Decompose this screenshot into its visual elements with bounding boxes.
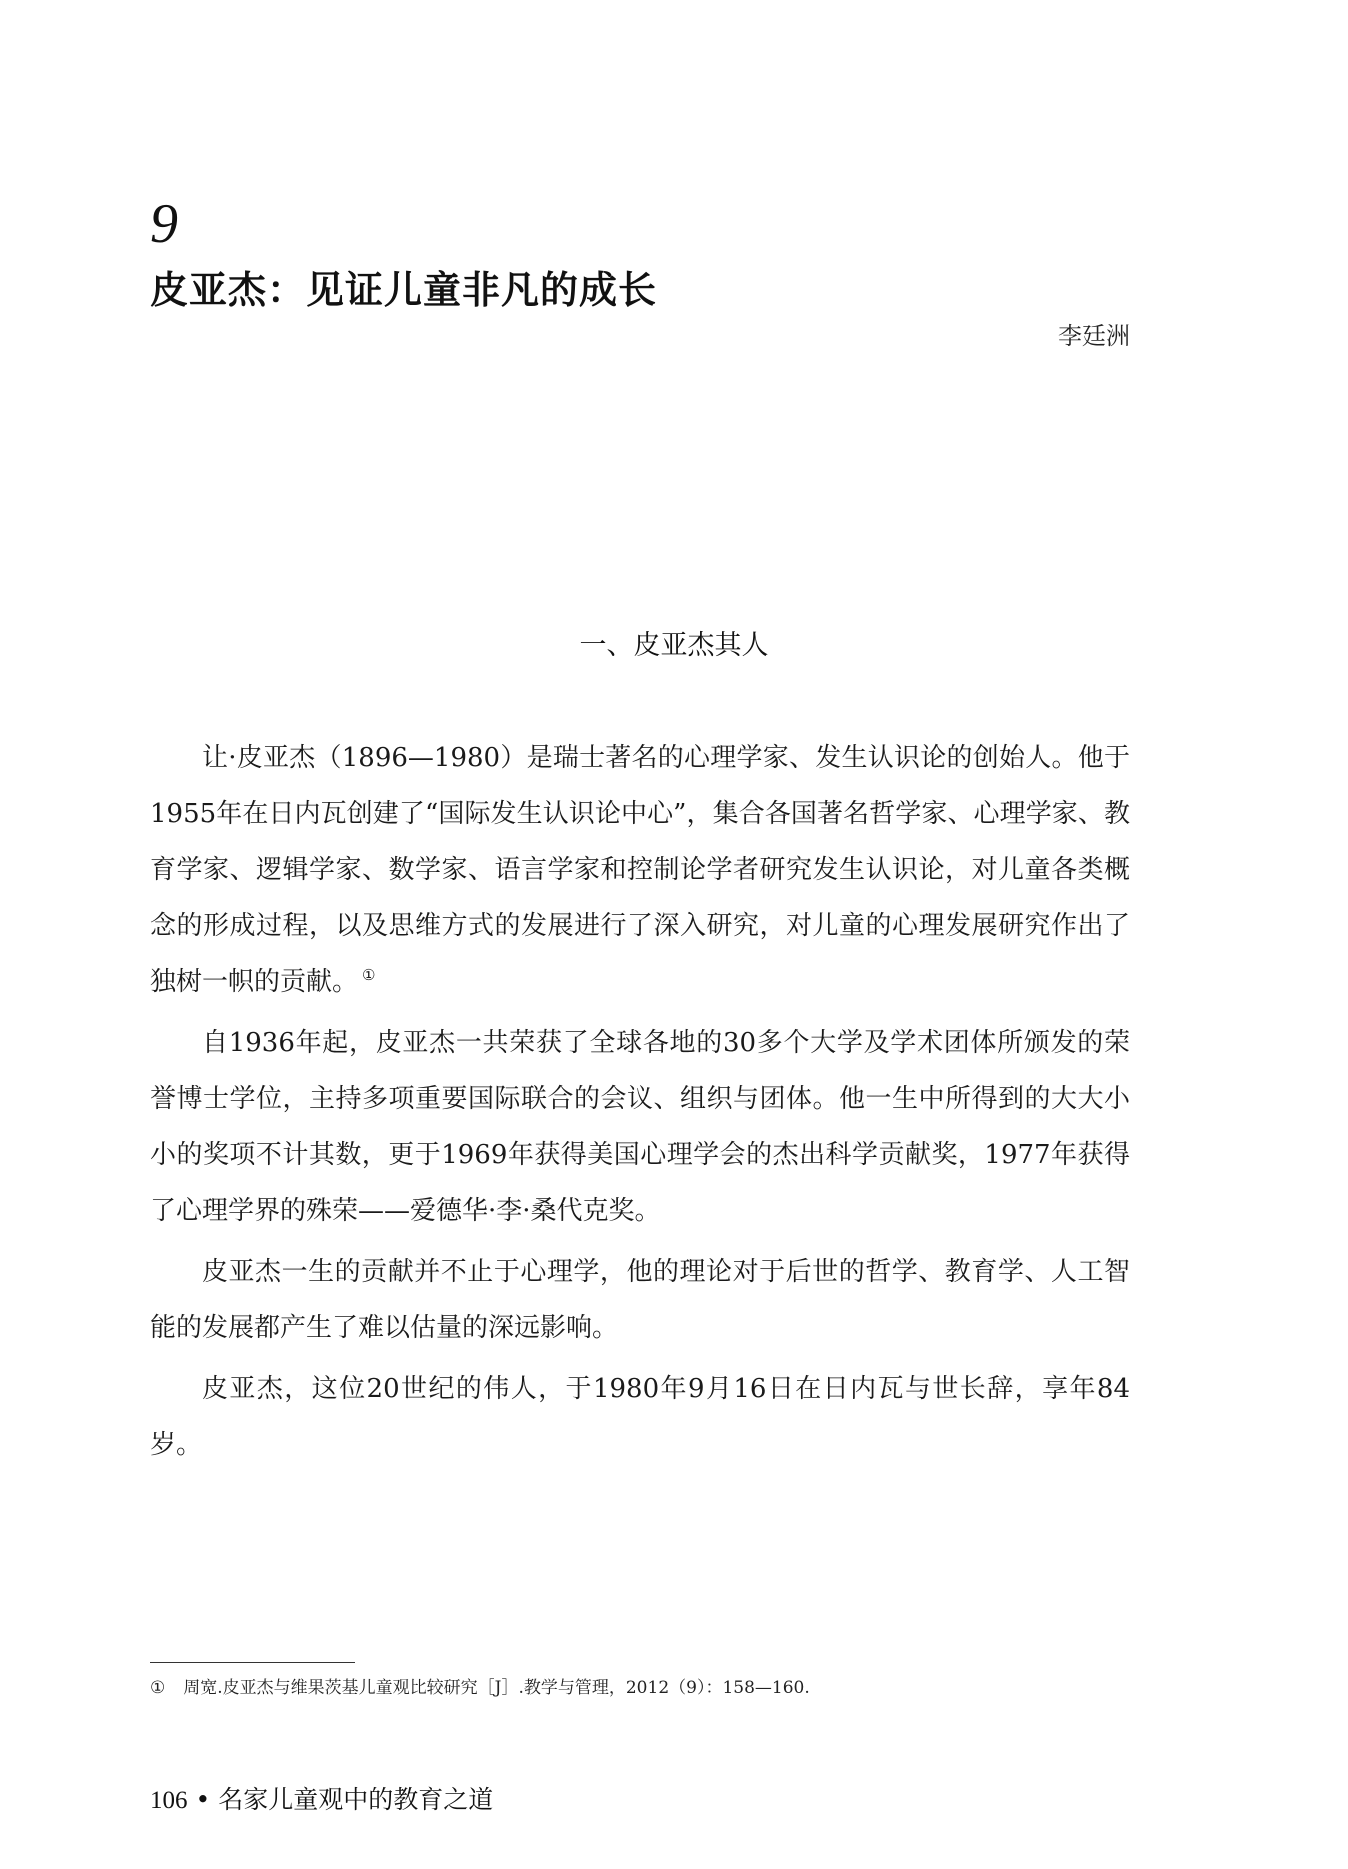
chapter-number: 9 [150,193,178,255]
footnote-divider [150,1662,355,1663]
footnote [150,1677,810,1701]
paragraph: 皮亚杰一生的贡献并不止于心理学，他的理论对于后世的哲学、教育学、人工智能的发展都产生了难以估量的深远影响。 [150,1257,1130,1343]
author-name: 李廷洲 [1058,322,1130,350]
footer-separator: • [195,1785,211,1814]
page-footer [150,1785,493,1816]
paragraph: 自1936年起，皮亚杰一共荣获了全球各地的30多个大学及学术团体所颁发的荣誉博士学位，主持多项重要国际联合的会议、组织与团体。他一生中所得到的大大小小的奖项不计其数，更于1969年获得美国心理学会的杰出科学贡献奖，1977年获得了心理学界的殊荣——爱德华·李·桑代克奖。 [150,1028,1130,1226]
section-heading: 一、皮亚杰其人 [579,630,769,661]
body-text [150,730,1130,1478]
page-number: 106 [150,1787,188,1814]
chapter-title: 皮亚杰：见证儿童非凡的成长 [150,268,658,312]
footnote-mark: ① [150,1678,166,1698]
book-title: 名家儿童观中的教育之道 [218,1785,494,1814]
footnote-reference[interactable]: ① [362,966,376,985]
paragraph: 皮亚杰，这位20世纪的伟人，于1980年9月16日在日内瓦与世长辞，享年84岁。 [150,1374,1130,1460]
paragraph-text: 让·皮亚杰（1896—1980）是瑞士著名的心理学家、发生认识论的创始人。他于1955年在日内瓦创建了“国际发生认识论中心”，集合各国著名哲学家、心理学家、教育学家、逻辑学家、数学家、语言学家和控制论学者研究发生认识论，对儿童各类概念的形成过程，以及思维方式的发展进行了深入研究，对儿童的心理发展研究作出了独树一帜的贡献。 [150,743,1130,997]
footnote-text: 周宽.皮亚杰与维果茨基儿童观比较研究［J］.教学与管理，2012（9）：158—160. [183,1678,810,1698]
paragraph [150,730,1130,1010]
